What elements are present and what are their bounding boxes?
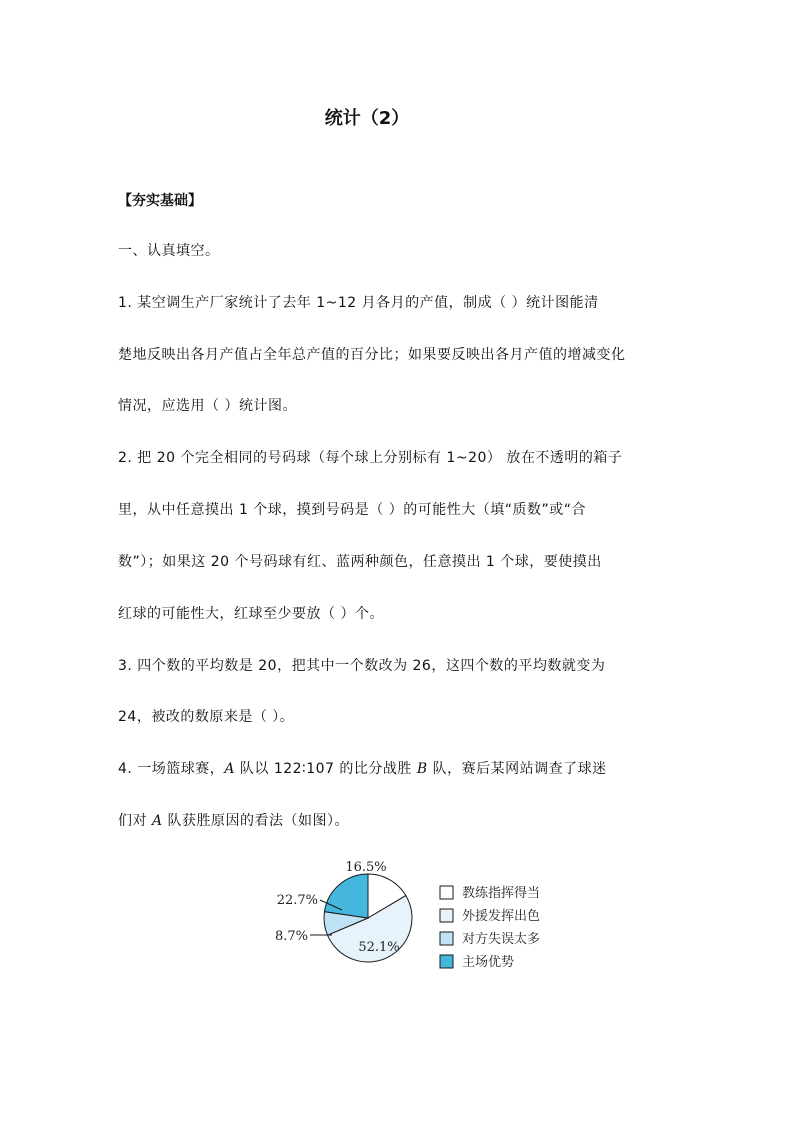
pie-chart — [262, 850, 582, 990]
legend-swatch-1 — [440, 886, 453, 899]
team-a-label-2: A — [151, 813, 163, 829]
q4-text-e: 队获胜原因的看法（如图）。 — [162, 813, 350, 829]
q1-line-1: 1. 某空调生产厂家统计了去年 1~12 月各月的产值，制成（ ）统计图能清 — [118, 295, 599, 311]
part-heading: 一、认真填空。 — [118, 243, 220, 259]
q4-text-d: 们对 — [118, 813, 152, 829]
q1-line-2: 楚地反映出各月产值占全年总产值的百分比；如果要反映出各月产值的增减变化 — [118, 347, 626, 363]
legend-label-3: 对方失误太多 — [462, 932, 541, 947]
q2-line-3: 数”）；如果这 20 个号码球有红、蓝两种颜色，任意摸出 1 个球，要使摸出 — [118, 554, 602, 570]
pie-slice-4 — [324, 874, 368, 918]
team-b-label: B — [416, 761, 428, 777]
q1-line-3: 情况，应选用（ ）统计图。 — [118, 398, 297, 414]
page-title: 统计（2） — [324, 108, 410, 129]
q4-text-b: 队以 122∶107 的比分战胜 — [234, 761, 417, 777]
legend-label-1: 教练指挥得当 — [462, 886, 541, 901]
q4-line-1 — [118, 758, 607, 778]
legend-label-4: 主场优势 — [462, 955, 515, 970]
q3-line-2: 24，被改的数原来是（ ）。 — [118, 709, 295, 725]
q4-line-2 — [118, 810, 349, 830]
q4-text-a: 4. 一场篮球赛， — [118, 761, 225, 777]
section-heading: 【夯实基础】 — [118, 193, 202, 209]
q2-line-4: 红球的可能性大，红球至少要放（ ）个。 — [118, 606, 384, 622]
q3-line-1: 3. 四个数的平均数是 20，把其中一个数改为 26，这四个数的平均数就变为 — [118, 658, 606, 674]
pie-label-4: 22.7% — [276, 893, 318, 908]
legend-swatch-3 — [440, 932, 453, 945]
pie-label-2: 52.1% — [358, 940, 400, 955]
legend-swatch-4 — [440, 955, 453, 968]
pie-label-3: 8.7% — [274, 929, 308, 944]
q2-line-1: 2. 把 20 个完全相同的号码球（每个球上分别标有 1~20） 放在不透明的箱子 — [118, 450, 623, 466]
legend-label-2: 外援发挥出色 — [462, 909, 541, 924]
team-a-label: A — [224, 761, 235, 777]
q2-line-2: 里，从中任意摸出 1 个球，摸到号码是（ ）的可能性大（填“质数”或“合 — [118, 502, 587, 518]
q4-text-c: 队，赛后某网站调查了球迷 — [427, 761, 607, 777]
pie-label-1: 16.5% — [345, 860, 387, 875]
legend-swatch-2 — [440, 909, 453, 922]
